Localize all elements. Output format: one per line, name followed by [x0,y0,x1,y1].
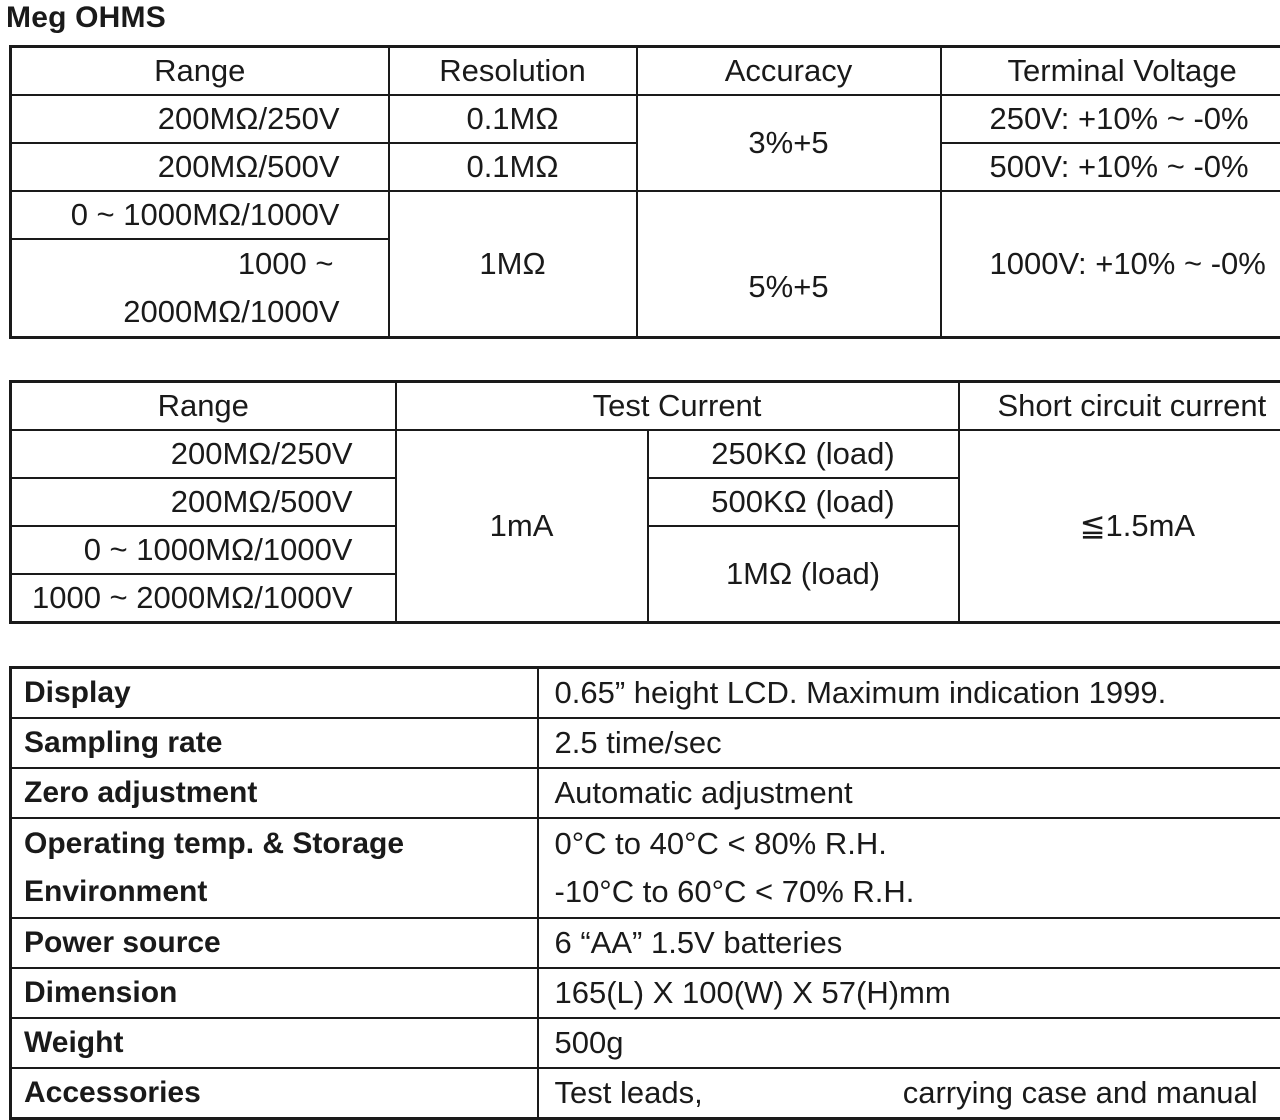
table-row [11,718,1280,768]
spec-value-part: Test leads, [554,1075,703,1110]
range-cell: 200MΩ/500V [11,143,389,191]
table-row [11,768,1280,818]
accuracy-cell: 3%+5 [637,95,941,191]
load-cell: 250KΩ (load) [648,430,959,478]
spec-label: Zero adjustment [11,768,538,818]
terminal-voltage-cell: 250V: +10% ~ -0% [941,95,1280,143]
table-row [11,1018,1280,1068]
range-cell: 200MΩ/500V [11,478,396,526]
table-row [11,191,1280,239]
spec-value [538,818,1280,918]
section-title: Meg OHMS [6,1,166,34]
header-range: Range [11,382,396,431]
range-cell: 0 ~ 1000MΩ/1000V [11,526,396,574]
header-terminal-voltage: Terminal Voltage [941,47,1280,96]
general-spec-table [9,666,1280,1120]
table-row [11,918,1280,968]
table-row [11,95,1280,143]
spec-value: Automatic adjustment [538,768,1280,818]
spec-value: 2.5 time/sec [538,718,1280,768]
header-test-current: Test Current [396,382,959,431]
table-row [11,430,1280,478]
spec-value: 0.65” height LCD. Maximum indication 1999. [538,668,1280,719]
spec-value: 165(L) X 100(W) X 57(H)mm [538,968,1280,1018]
spec-label: Sampling rate [11,718,538,768]
header-range: Range [11,47,389,96]
range-cell: 0 ~ 1000MΩ/1000V [11,191,389,239]
table-row [11,818,1280,918]
test-current-table [9,380,1280,624]
table-header-row [11,47,1280,96]
range-cell [11,239,389,338]
spec-value-line: 0°C to 40°C < 80% R.H. [554,826,887,861]
accuracy-cell: 5%+5 [637,191,941,338]
header-short-circuit-current: Short circuit current [959,382,1280,431]
range-cell: 200MΩ/250V [11,430,396,478]
spec-label: Power source [11,918,538,968]
table-row [11,668,1280,719]
resolution-cell: 0.1MΩ [389,95,637,143]
spec-label: Weight [11,1018,538,1068]
megohm-spec-table [9,45,1280,339]
spec-label: Dimension [11,968,538,1018]
header-resolution: Resolution [389,47,637,96]
spec-value: 500g [538,1018,1280,1068]
spec-label [11,818,538,918]
spec-label-line: Operating temp. & Storage [24,827,405,860]
resolution-cell: 0.1MΩ [389,143,637,191]
table-row [11,1068,1280,1119]
spec-value: 6 “AA” 1.5V batteries [538,918,1280,968]
spec-value-line: -10°C to 60°C < 70% R.H. [554,874,915,909]
header-accuracy: Accuracy [637,47,941,96]
spec-label-line: Environment [24,875,208,908]
test-current-cell: 1mA [396,430,648,623]
load-cell: 500KΩ (load) [648,478,959,526]
range-line: 1000 ~ [237,246,334,281]
range-cell: 200MΩ/250V [11,95,389,143]
spec-label: Display [11,668,538,719]
spec-value [538,1068,1280,1119]
table-header-row [11,382,1280,431]
terminal-voltage-cell: 1000V: +10% ~ -0% [941,191,1280,338]
range-line: 2000MΩ/1000V [123,294,340,329]
load-cell: 1MΩ (load) [648,526,959,623]
spec-value-part: carrying case and manual [902,1075,1258,1110]
table-row [11,968,1280,1018]
spec-label: Accessories [11,1068,538,1119]
resolution-cell: 1MΩ [389,191,637,338]
short-circuit-cell: ≦1.5mA [959,430,1280,623]
range-cell: 1000 ~ 2000MΩ/1000V [11,574,396,623]
terminal-voltage-cell: 500V: +10% ~ -0% [941,143,1280,191]
